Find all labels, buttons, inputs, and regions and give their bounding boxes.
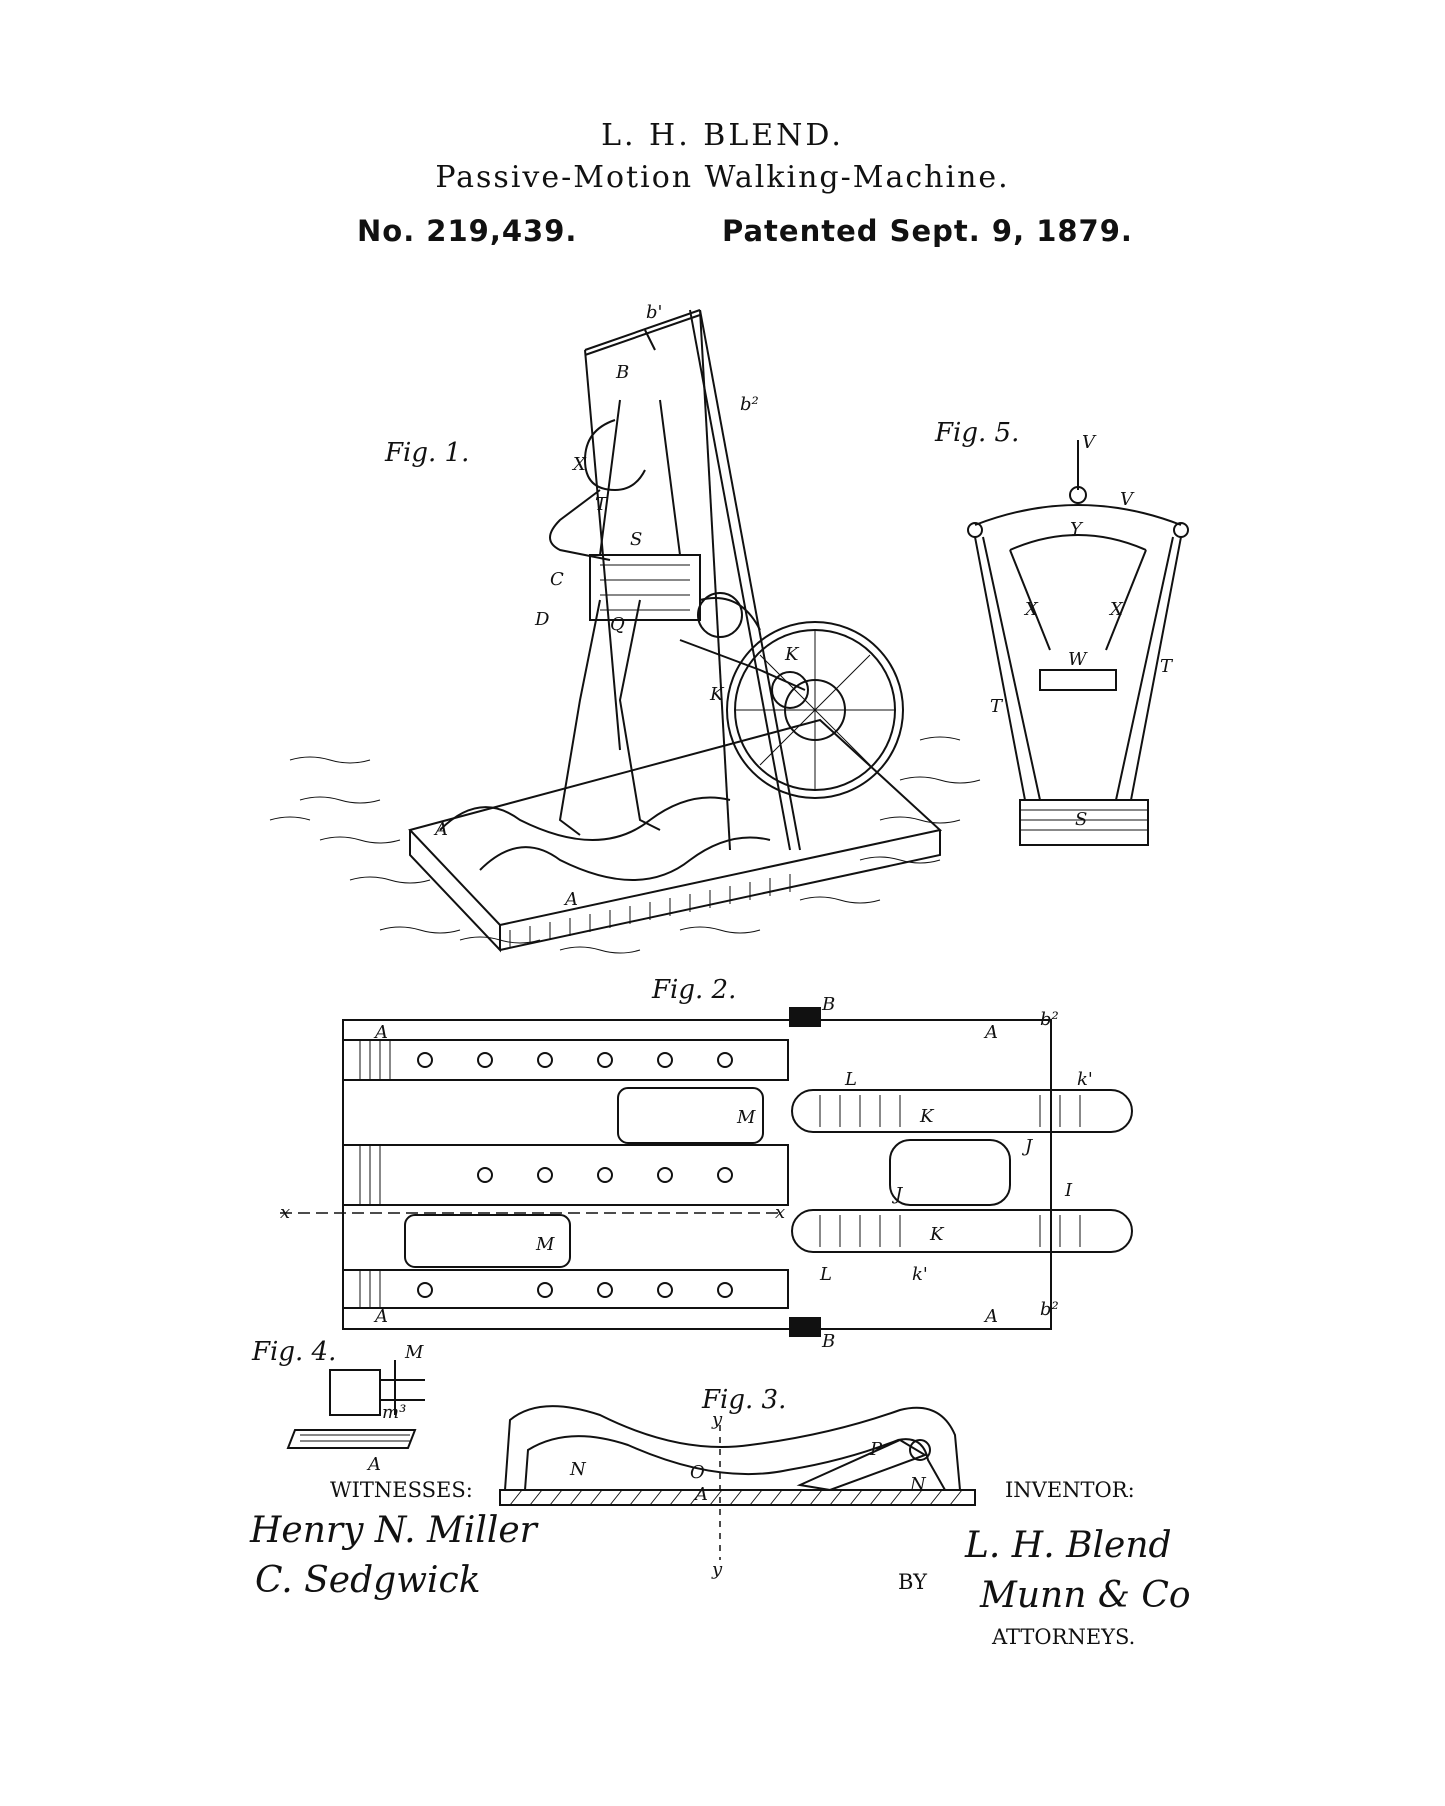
by-label: BY — [898, 1570, 927, 1594]
fig5-letter: W — [1068, 649, 1087, 670]
fig1-letter: K — [710, 684, 724, 705]
fig1-letter: S — [630, 529, 643, 550]
fig5-letter: V — [1120, 489, 1133, 510]
fig1-letter: D — [535, 609, 550, 630]
fig1-letter: b² — [740, 394, 759, 415]
fig3-letter: y — [712, 1559, 723, 1580]
inventor-signature: L. H. Blend — [965, 1525, 1172, 1566]
fig1-letter: C — [550, 569, 564, 590]
fig2-plan-view — [280, 1008, 1132, 1336]
fig3-letter: y — [712, 1409, 723, 1430]
fig2-letter: B — [822, 994, 836, 1015]
fig2-letter: A — [375, 1306, 388, 1327]
fig5-letter: X — [1025, 599, 1038, 620]
fig3-reference-letters — [569, 1409, 927, 1580]
fig4-letter: m³ — [382, 1402, 407, 1423]
fig5-letter: T — [1160, 656, 1173, 677]
fig2-letter: M — [737, 1107, 756, 1128]
fig2-letter: B — [822, 1331, 836, 1352]
fig1-letter: A — [435, 819, 448, 840]
fig2-letter: L — [820, 1264, 832, 1285]
witnesses-label: WITNESSES: — [330, 1478, 473, 1502]
fig1-letter: B — [616, 362, 630, 383]
fig2-letter: A — [375, 1022, 388, 1043]
fig1-letter: b' — [646, 302, 663, 323]
fig5-letter: T — [990, 696, 1003, 717]
fig2-letter: M — [536, 1234, 555, 1255]
inventor-label: INVENTOR: — [1005, 1478, 1135, 1502]
witness-signature-1: Henry N. Miller — [250, 1510, 537, 1551]
fig2-letter: L — [845, 1069, 857, 1090]
fig1-caption: Fig. 1. — [385, 438, 470, 468]
fig2-letter: K — [920, 1106, 934, 1127]
fig5-harness-diagram — [968, 440, 1188, 845]
fig2-letter: x — [280, 1202, 291, 1223]
fig2-letter: b² — [1040, 1299, 1059, 1320]
fig5-letter: S — [1075, 809, 1088, 830]
fig1-letter: T — [595, 494, 608, 515]
fig1-letter: X — [573, 454, 586, 475]
fig3-rocker-side-view — [500, 1406, 975, 1560]
fig1-letter: K — [785, 644, 799, 665]
fig2-letter: A — [985, 1022, 998, 1043]
fig4-letter: M — [405, 1342, 424, 1363]
fig1-letter: Q — [610, 614, 625, 635]
witness-signature-2: C. Sedgwick — [255, 1560, 481, 1601]
fig4-letter: A — [368, 1454, 381, 1475]
fig2-letter: b² — [1040, 1009, 1059, 1030]
attorney-signature: Munn & Co — [980, 1575, 1191, 1616]
patent-date: Patented Sept. 9, 1879. — [722, 214, 1133, 248]
attorneys-label: ATTORNEYS. — [992, 1625, 1136, 1649]
patent-number: No. 219,439. — [357, 214, 578, 248]
fig3-letter: A — [695, 1484, 708, 1505]
fig3-letter: P — [870, 1439, 883, 1460]
inventor-name: L. H. BLEND. — [601, 118, 844, 153]
invention-title: Passive-Motion Walking-Machine. — [435, 160, 1010, 195]
fig5-caption: Fig. 5. — [935, 418, 1020, 448]
fig5-letter: Y — [1070, 519, 1082, 540]
fig1-walking-machine-illustration — [270, 310, 980, 953]
fig2-letter: J — [895, 1184, 903, 1205]
fig4-caption: Fig. 4. — [252, 1337, 337, 1367]
fig2-letter: k' — [1077, 1069, 1093, 1090]
fig2-reference-letters — [280, 994, 1093, 1352]
fig3-letter: N — [570, 1459, 586, 1480]
fig2-letter: x — [775, 1202, 786, 1223]
fig3-caption: Fig. 3. — [702, 1385, 787, 1415]
fig2-letter: K — [930, 1224, 944, 1245]
fig2-letter: I — [1065, 1180, 1073, 1201]
fig2-letter: J — [1025, 1136, 1033, 1157]
fig3-letter: O — [690, 1462, 705, 1483]
fig1-letter: A — [565, 889, 578, 910]
fig2-caption: Fig. 2. — [652, 975, 737, 1005]
fig3-letter: N — [910, 1474, 926, 1495]
fig2-letter: A — [985, 1306, 998, 1327]
fig2-letter: k' — [912, 1264, 928, 1285]
fig5-letter: X — [1110, 599, 1123, 620]
fig5-letter: V — [1082, 432, 1095, 453]
fig5-reference-letters — [990, 432, 1174, 830]
